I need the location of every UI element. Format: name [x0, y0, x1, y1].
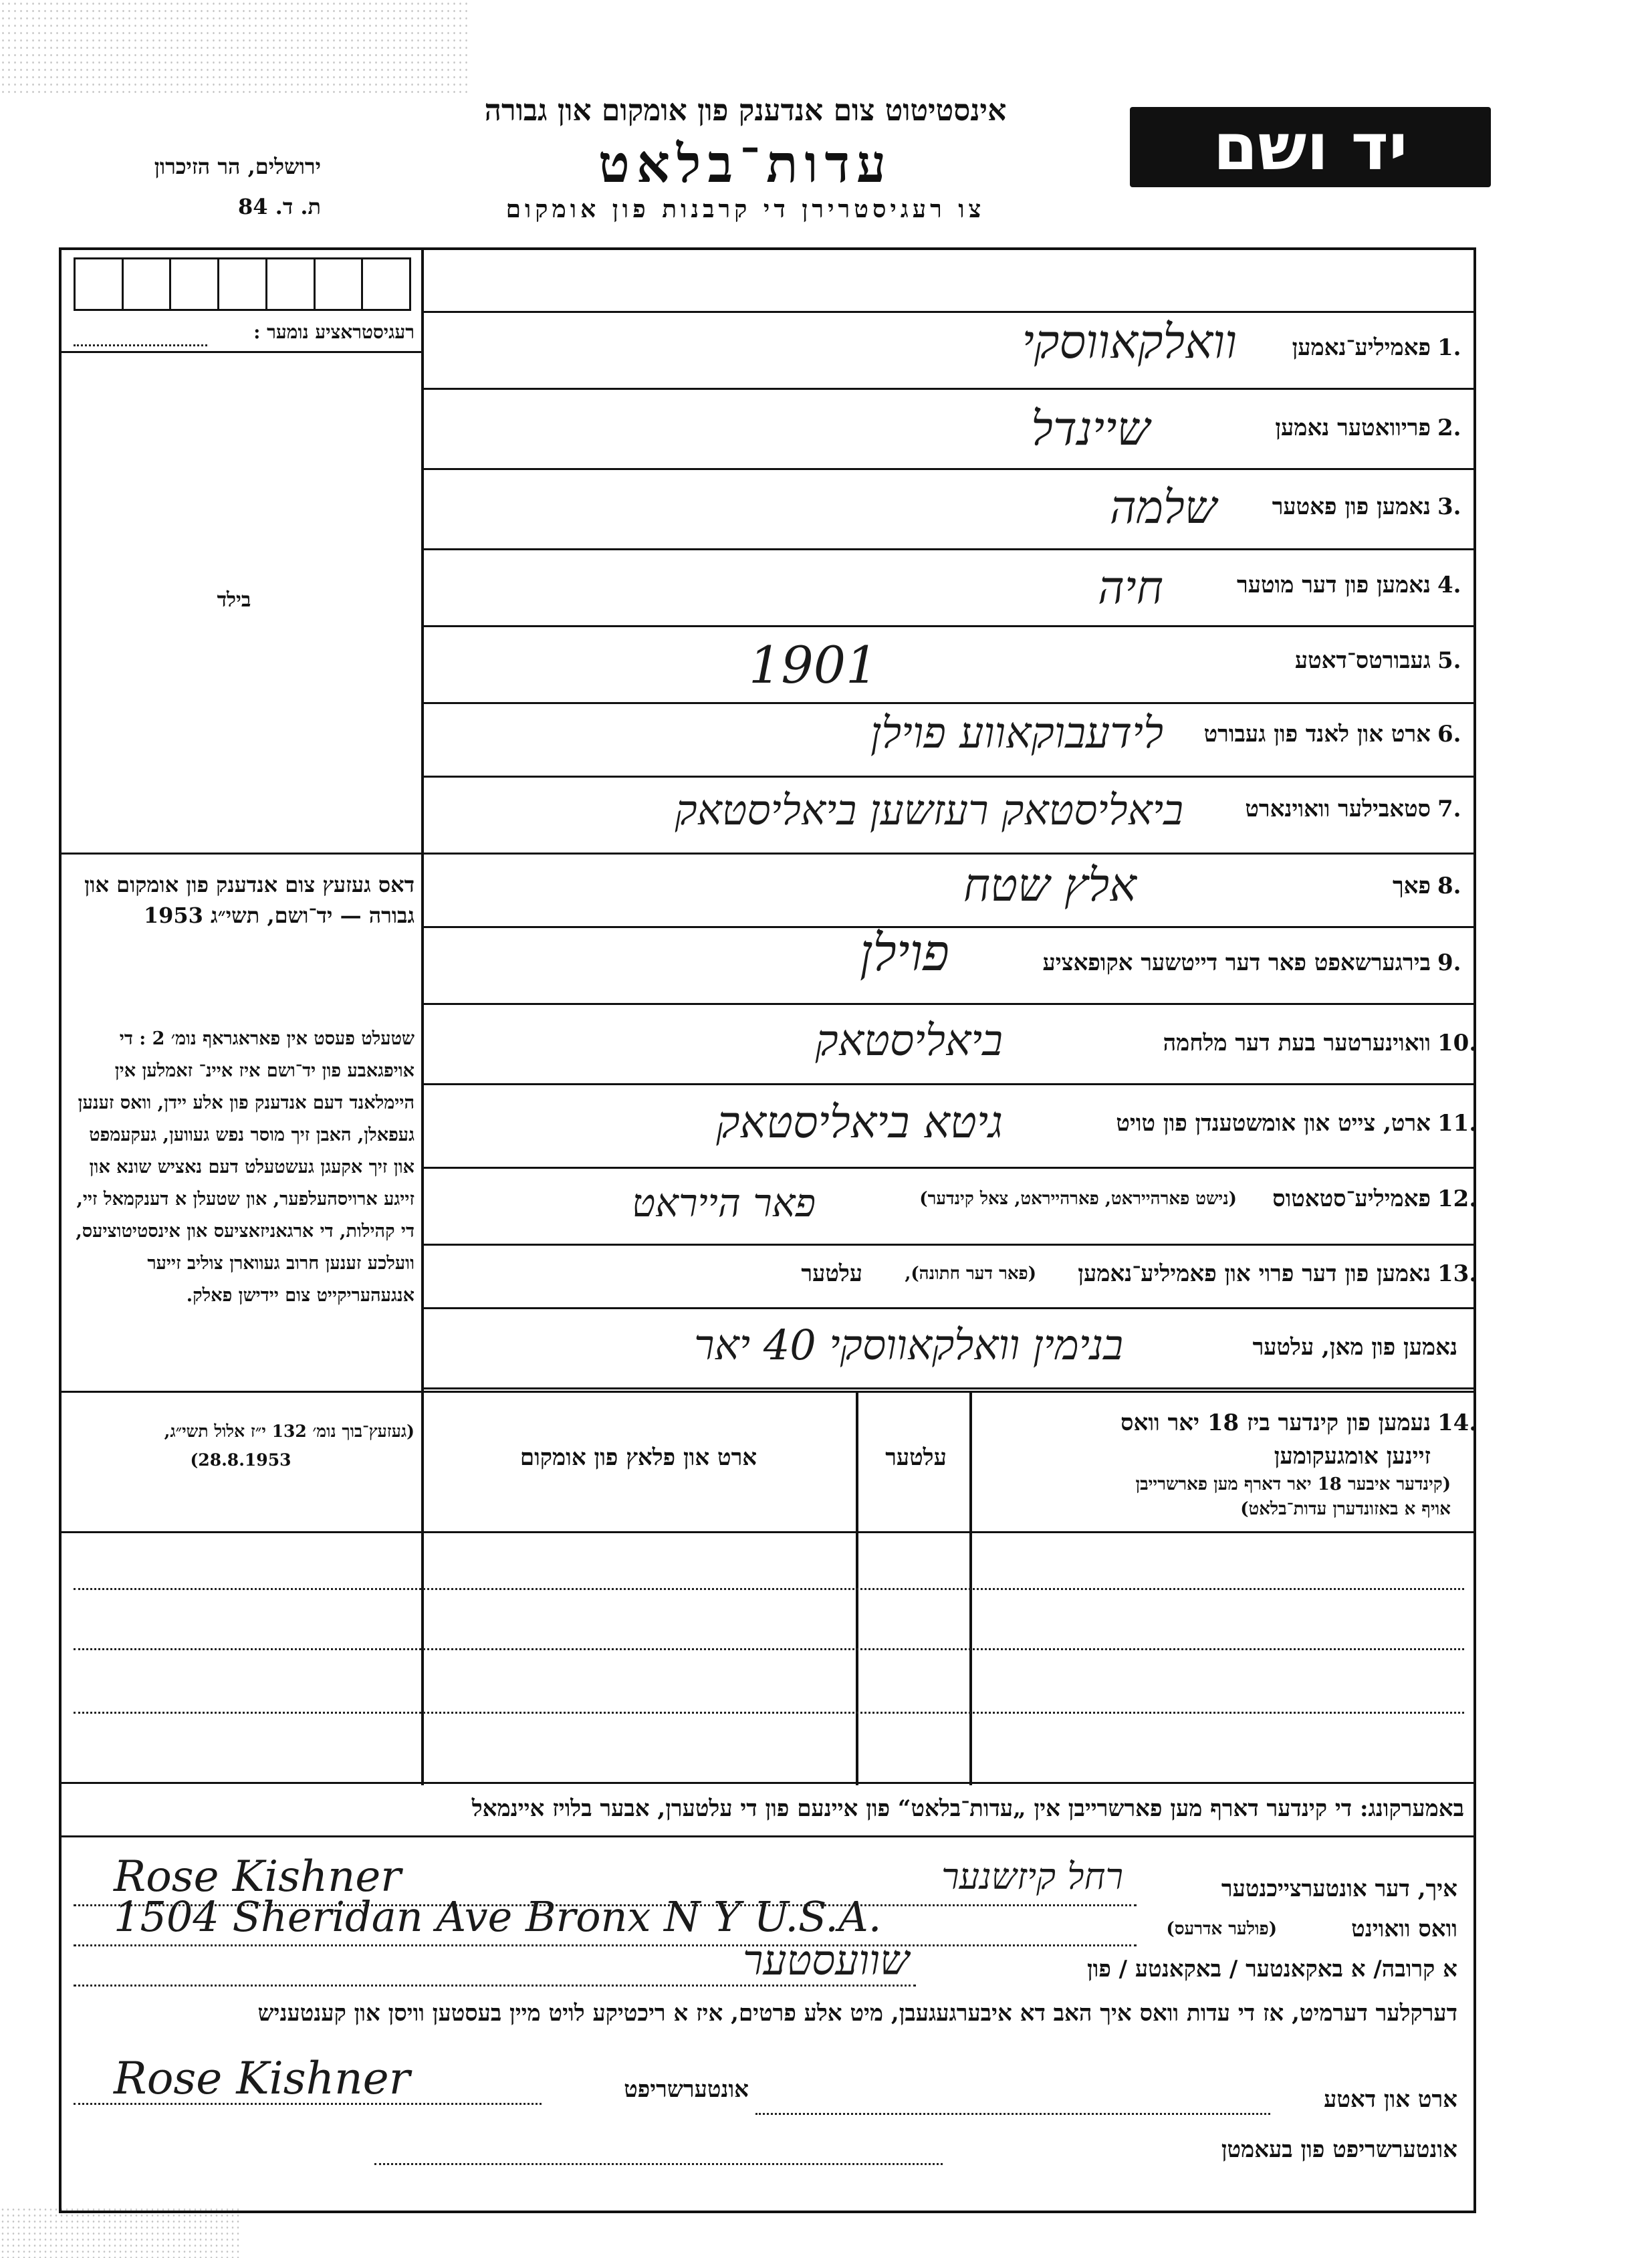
field-line — [423, 388, 1476, 390]
field-line — [423, 1083, 1476, 1085]
signer-address-label: וואס וואוינט — [1351, 1916, 1457, 1942]
children-label-1: נעמען פון קינדער ביז 18 יאר וואס — [1120, 1409, 1431, 1436]
declaration-text: דערקלער דערמיט, אז די עדות וואס איך האב דא איבערגעגעבן, מיט אלע פרטים, איז א ריכטיקע לויט מיין בעסטען וויסן און קענטעניש — [257, 2000, 1457, 2027]
law-ref-line: (געזעץ־בוך נומ׳ 132 י״ז אלול תשי״ג, — [164, 1422, 415, 1441]
children-note-2: אויף א באזונדערן עדות־בלאט) — [1240, 1499, 1451, 1519]
reg-box-cell — [265, 259, 314, 309]
official-signature-label: אונטערשריפט פון בעאמטן — [1221, 2136, 1457, 2163]
field-line — [423, 1167, 1476, 1169]
field-number: 11. — [1437, 1110, 1478, 1137]
reg-box-cell — [76, 259, 122, 309]
field-value-first-name[interactable]: שיינדל — [1031, 401, 1150, 456]
col-age-header: עלטער — [885, 1444, 947, 1471]
registration-boxes — [74, 257, 411, 311]
field-value-citizenship[interactable]: פוילן — [859, 923, 949, 982]
field-value-birth-date[interactable]: 1901 — [749, 635, 878, 695]
field-label-birthplace: ארט און לאנד פון געבורט — [1203, 721, 1431, 748]
remark: באמערקונג: די קינדער דארף מען פארשרייבן אין „עדות־בלאט“ פון איינעם פון די עלטערן, אבער בלויז איינמאל — [471, 1795, 1464, 1822]
signer-name-label: איך, דער אונטערצייכנטער — [1221, 1876, 1457, 1902]
law-date: (28.8.1953 — [190, 1450, 291, 1470]
field-value-death-circumstances[interactable]: גיטא ביאליסטאק — [716, 1097, 1003, 1148]
signer-name-hebrew[interactable]: רחל קיזשנער — [941, 1855, 1123, 1898]
official-signature-line — [374, 2163, 943, 2165]
po-box: ת. ד. 84 — [238, 194, 321, 219]
field-label-husband: נאמען פון מאן, עלטער — [1252, 1334, 1457, 1361]
children-table-top — [59, 1391, 1476, 1393]
signer-address-note: (פולער אדרעס) — [1166, 1919, 1277, 1939]
field-label-citizenship: בירגערשאפט פאר דער דייטשער אקופאציע — [1042, 949, 1431, 976]
reg-box-cell — [169, 259, 217, 309]
signature-value[interactable]: Rose Kishner — [114, 2053, 410, 2104]
field-value-wartime-residence[interactable]: ביאליסטאק — [815, 1016, 1003, 1066]
registration-label: רעגיסטראציע נומער : — [253, 321, 415, 343]
left-column-divider — [421, 247, 424, 1785]
field-number: 2. — [1437, 415, 1461, 441]
field-number: 5. — [1437, 647, 1461, 674]
field-line — [423, 468, 1476, 470]
field-number: 10. — [1437, 1030, 1478, 1056]
scan-noise-bottom — [0, 2207, 241, 2258]
subtitle: צו רעגיסטרירן די קרבנות פון אומקום — [505, 195, 985, 223]
field-number: 7. — [1437, 796, 1461, 822]
field-label-first-name: פריוואטער נאמען — [1275, 415, 1431, 441]
field-number: 12. — [1437, 1186, 1478, 1212]
place-date-label: ארט און דאטע — [1324, 2086, 1457, 2113]
law-heading: דאס געזעץ צום אנדענק פון אומקום און גבורה — יד־ושם, תשי״ג 1953 — [84, 872, 415, 929]
logo-text: יד ושם — [1213, 110, 1408, 185]
field-label-family-name: פאמיליע־נאמען — [1292, 334, 1431, 361]
field-number: 6. — [1437, 721, 1461, 748]
field-value-residence[interactable]: ביאליסטאק רעזשען ביאליסטאק — [675, 786, 1183, 834]
field-number: 1. — [1437, 334, 1461, 361]
field-value-father-name[interactable]: שלמה — [1109, 481, 1217, 534]
field-line — [423, 702, 1476, 704]
field-number: 14. — [1437, 1409, 1478, 1436]
signer-address-value[interactable]: 1504 Sheridan Ave Bronx N Y U.S.A. — [114, 1892, 882, 1941]
field-value-profession[interactable]: אלץ שטח — [963, 859, 1137, 912]
law-text: שטעלט פעסט אין פאראגראף נומ׳ 2 : די אויפגאבע פון יד־ושם איז איינ־ זאמלען אין היימלאנד דעם אנדענק פון אלע יידן, וואס זענען געפאלן, האבן זיך מוסר נפש געווען, געקעמפט און זיך אקעגן געשטעלט דעם נאציש שונא און זייגע ארויסהעלפער, און שטעלן א דענקמאל זיי, די קהילות, די ארגאניזאציעס און אינסטיטוציעס, וועלכע זענען חרוב געווארן צוליב זייער אנגעהעריקייט צום יידישן פאלק. — [76, 1028, 415, 1307]
field-line — [423, 548, 1476, 550]
field-line — [423, 776, 1476, 778]
field-label-mother-name: נאמען פון דער מוטער — [1237, 572, 1431, 598]
page-title: עדות־בלאט — [598, 134, 893, 195]
place-date-line — [755, 2113, 1270, 2115]
signer-relation-value[interactable]: שוועסטער — [743, 1936, 909, 1985]
reg-box-cell — [217, 259, 265, 309]
signer-name-value[interactable]: Rose Kishner — [114, 1852, 401, 1902]
reg-box-cell — [122, 259, 170, 309]
field-sublabel-wife-name: (פאר דער חתונה), — [905, 1264, 1036, 1284]
children-label-2: זיינען אומגעקומען — [1274, 1443, 1431, 1470]
registration-underline — [59, 351, 423, 353]
field-label-father-name: נאמען פון פאטער — [1272, 493, 1431, 520]
field-number: 13. — [1437, 1260, 1478, 1287]
reg-box-cell — [314, 259, 362, 309]
children-row-line — [74, 1588, 1464, 1590]
field-value-mother-name[interactable]: חיה — [1098, 562, 1163, 614]
field-line — [423, 625, 1476, 627]
field-line — [423, 1387, 1476, 1389]
field-label-wife-name: נאמען פון דער פרוי און פאמיליע־נאמען — [1078, 1260, 1431, 1287]
scan-noise-top — [0, 0, 468, 94]
field-label-profession: פאך — [1392, 873, 1431, 899]
field-line — [423, 1003, 1476, 1005]
field-label-birth-date: געבורטס־דאטע — [1294, 647, 1431, 674]
field-sublabel-family-status: (נישט פארהייראט, פארהייראט, צאל קינדער) — [919, 1189, 1237, 1209]
field-line — [423, 1307, 1476, 1309]
field-number: 8. — [1437, 873, 1461, 899]
yad-vashem-logo — [1130, 107, 1491, 187]
children-row-line — [74, 1648, 1464, 1650]
remark-line — [59, 1835, 1476, 1837]
field-number: 4. — [1437, 572, 1461, 598]
field-line — [423, 853, 1476, 855]
field-value-family-status[interactable]: פאר הייראט — [632, 1180, 816, 1226]
reg-box-cell — [361, 259, 409, 309]
photo-bottom-line — [59, 853, 423, 855]
field-line — [423, 926, 1476, 928]
children-table-bottom — [59, 1782, 1476, 1784]
col-place-header: ארט און פלאץ פון אומקום — [519, 1444, 757, 1471]
law-reference — [67, 1418, 415, 1474]
field-number: 3. — [1437, 493, 1461, 520]
field-top-line — [423, 311, 1476, 313]
field-label-wartime-residence: וואוינערטער בעת דער מלחמה — [1163, 1030, 1431, 1056]
field-label-residence: סטאבילער וואוינארט — [1245, 796, 1431, 822]
signature-label: אונטערשריפט — [624, 2076, 749, 2103]
field-value-husband[interactable]: בנימין וואלקאווסקי 40 יאר — [694, 1321, 1123, 1369]
field-label-family-status: פאמיליע־סטאטוס — [1272, 1186, 1431, 1212]
institute-line: אינסטיטוט צום אנדענק פון אומקום און גבורה — [484, 94, 1007, 128]
children-note-1: (קינדער איבער 18 יאר דארף מען פארשרייבן — [1135, 1474, 1451, 1494]
field-value-birthplace[interactable]: לידעבוקאווע פוילן — [870, 709, 1163, 758]
picture-label: בילד — [217, 588, 251, 612]
field-value-family-name[interactable]: וואלקאווסקי — [1022, 314, 1237, 369]
children-row-line — [74, 1712, 1464, 1714]
field-number: 9. — [1437, 949, 1461, 976]
field-line — [423, 1244, 1476, 1246]
field-label-wife-age: עלטער — [801, 1260, 862, 1287]
field-label-death-circumstances: ארט, צייט און אומשטענדן פון טויט — [1116, 1110, 1431, 1137]
children-header-line — [59, 1531, 1476, 1533]
jerusalem-address: ירושלים, הר הזיכרון — [154, 154, 321, 179]
registration-dotline — [74, 344, 207, 346]
signer-relation-label: א קרובה/ א באקאנטער / באקאנטע / פון — [1086, 1956, 1457, 1983]
